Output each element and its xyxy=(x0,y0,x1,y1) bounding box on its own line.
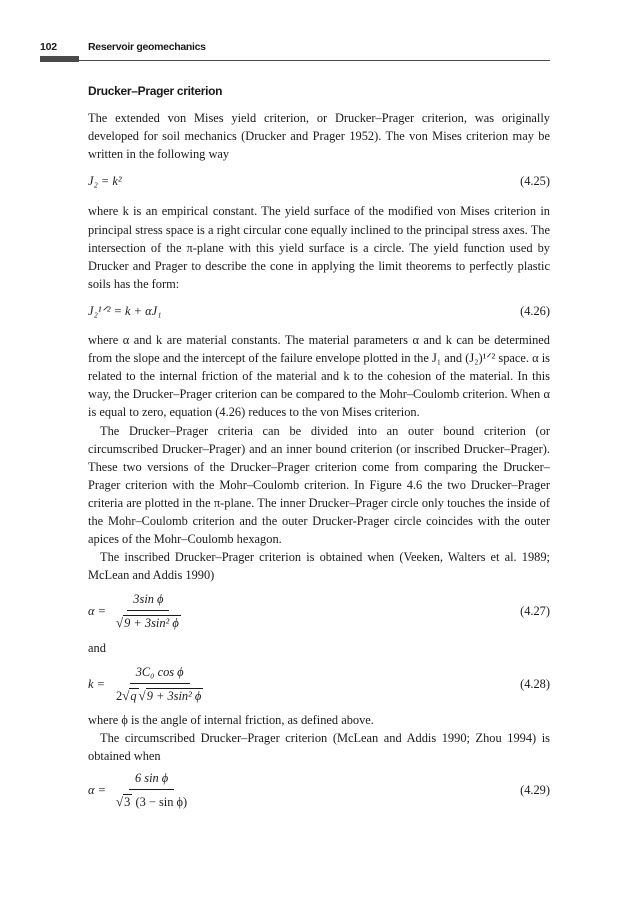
and-text: and xyxy=(88,640,106,655)
equation-4-27-numerator: 3sin ϕ xyxy=(127,590,169,611)
page-body xyxy=(88,82,550,811)
equation-4-29-den-factor: (3 − sin ϕ) xyxy=(135,795,188,810)
running-title: Reservoir geomechanics xyxy=(88,41,206,53)
equation-4-29-fraction xyxy=(112,769,191,811)
equation-4-27-fraction xyxy=(112,590,185,632)
header-rule xyxy=(79,60,550,61)
equation-4-29 xyxy=(88,769,550,811)
sqrt-sign: √ xyxy=(138,687,146,703)
equation-4-28-numerator: 3C₀ cos ϕ xyxy=(130,663,190,684)
equation-4-29-numerator: 6 sin ϕ xyxy=(129,769,174,790)
equation-4-27 xyxy=(88,590,550,632)
equation-4-26-body xyxy=(88,302,161,320)
paragraph-4: The Drucker–Prager criteria can be divided into an outer bound criterion (or circumscribed Drucker–Prager) and an inner bound criterion (or inscribed Drucker–Prager). These two versions of the Drucker–Prager criterion come from comparing the Drucker–Prager criterion with the Mohr–Coulomb criterion. In Figure 4.6 the two Drucker–Prager criteria are plotted in the π-plane. The inner Drucker–Prager circle only touches the inside of the Mohr–Coulomb criterion and the outer Drucker-Prager circle coincides with the outer apices of the Mohr–Coulomb hexagon. xyxy=(88,423,550,547)
equation-4-28-body xyxy=(88,663,207,705)
equation-4-27-body xyxy=(88,590,185,632)
equation-4-29-denominator xyxy=(112,790,191,811)
equation-4-25 xyxy=(88,172,550,190)
equation-4-28-radicand: 9 + 3sin² ϕ xyxy=(146,688,202,703)
equation-4-26-rhs: = k + αJ₁ xyxy=(113,303,162,318)
paragraph-7: The circumscribed Drucker–Prager criterion (McLean and Addis 1990; Zhou 1994) is obtained when xyxy=(88,730,550,763)
equation-4-25-lhs: J₂ xyxy=(88,174,98,189)
paragraph-1: The extended von Mises yield criterion, or Drucker–Prager criterion, was originally developed for soil mechanics (Drucker and Prager 1952). The von Mises criterion may be written in the following way xyxy=(88,111,550,162)
header-rule-thick xyxy=(40,56,79,62)
equation-4-29-lhs: α = xyxy=(88,783,106,798)
equation-4-28 xyxy=(88,663,550,705)
equation-4-25-number: (4.25) xyxy=(520,174,550,189)
equation-4-26-lhs: J₂¹ᐟ² xyxy=(88,303,111,318)
equation-4-28-denominator xyxy=(112,684,207,705)
equation-4-25-rhs: = k² xyxy=(100,174,122,189)
equation-4-29-number: (4.29) xyxy=(520,783,550,798)
equation-4-28-den-coefficient: 2 xyxy=(116,688,123,703)
equation-4-26-number: (4.26) xyxy=(520,303,550,318)
equation-4-28-lhs: k = xyxy=(88,676,105,691)
sqrt-sign: √ xyxy=(116,615,124,631)
equation-4-27-radicand: 9 + 3sin² ϕ xyxy=(124,616,179,631)
equation-4-25-body xyxy=(88,172,122,190)
equation-4-28-radicand-q: q xyxy=(130,688,137,703)
sqrt-sign: √ xyxy=(116,794,124,810)
paragraph-3: where α and k are material constants. The material parameters α and k can be determined from the slope and the intercept of the failure envelope plotted in the J₁ and (J₂)¹ᐟ² space. α is related to the internal friction of the material and k to the cohesion of the material. In this way, the Drucker–Prager criterion can be compared to the Mohr–Coulomb criterion. When α is equal to zero, equation (4.26) reduces to the von Mises criterion. xyxy=(88,333,550,420)
section-title: Drucker–Prager criterion xyxy=(88,84,223,98)
running-header xyxy=(40,41,550,65)
sqrt-sign: √ xyxy=(122,687,130,703)
equation-4-27-lhs: α = xyxy=(88,604,106,619)
paragraph-2: where k is an empirical constant. The yield surface of the modified von Mises criterion in principal stress space is a right circular cone equally inclined to the principal stress axes. The intersection of the π-plane with this yield surface is a circle. The yield function used by Drucker and Prager to describe the cone in applying the limit theorems to perfectly plastic soils has the form: xyxy=(88,204,550,291)
page-number: 102 xyxy=(40,41,57,53)
equation-4-26 xyxy=(88,302,550,320)
equation-4-29-radicand: 3 xyxy=(124,795,131,810)
equation-4-28-number: (4.28) xyxy=(520,676,550,691)
paragraph-5: The inscribed Drucker–Prager criterion is obtained when (Veeken, Walters et al. 1989; McLean and Addis 1990) xyxy=(88,550,550,583)
equation-4-27-number: (4.27) xyxy=(520,604,550,619)
equation-4-28-fraction xyxy=(112,663,207,705)
equation-4-27-denominator xyxy=(112,611,185,632)
equation-4-29-body xyxy=(88,769,191,811)
paragraph-6: where ϕ is the angle of internal friction, as defined above. xyxy=(88,712,374,727)
